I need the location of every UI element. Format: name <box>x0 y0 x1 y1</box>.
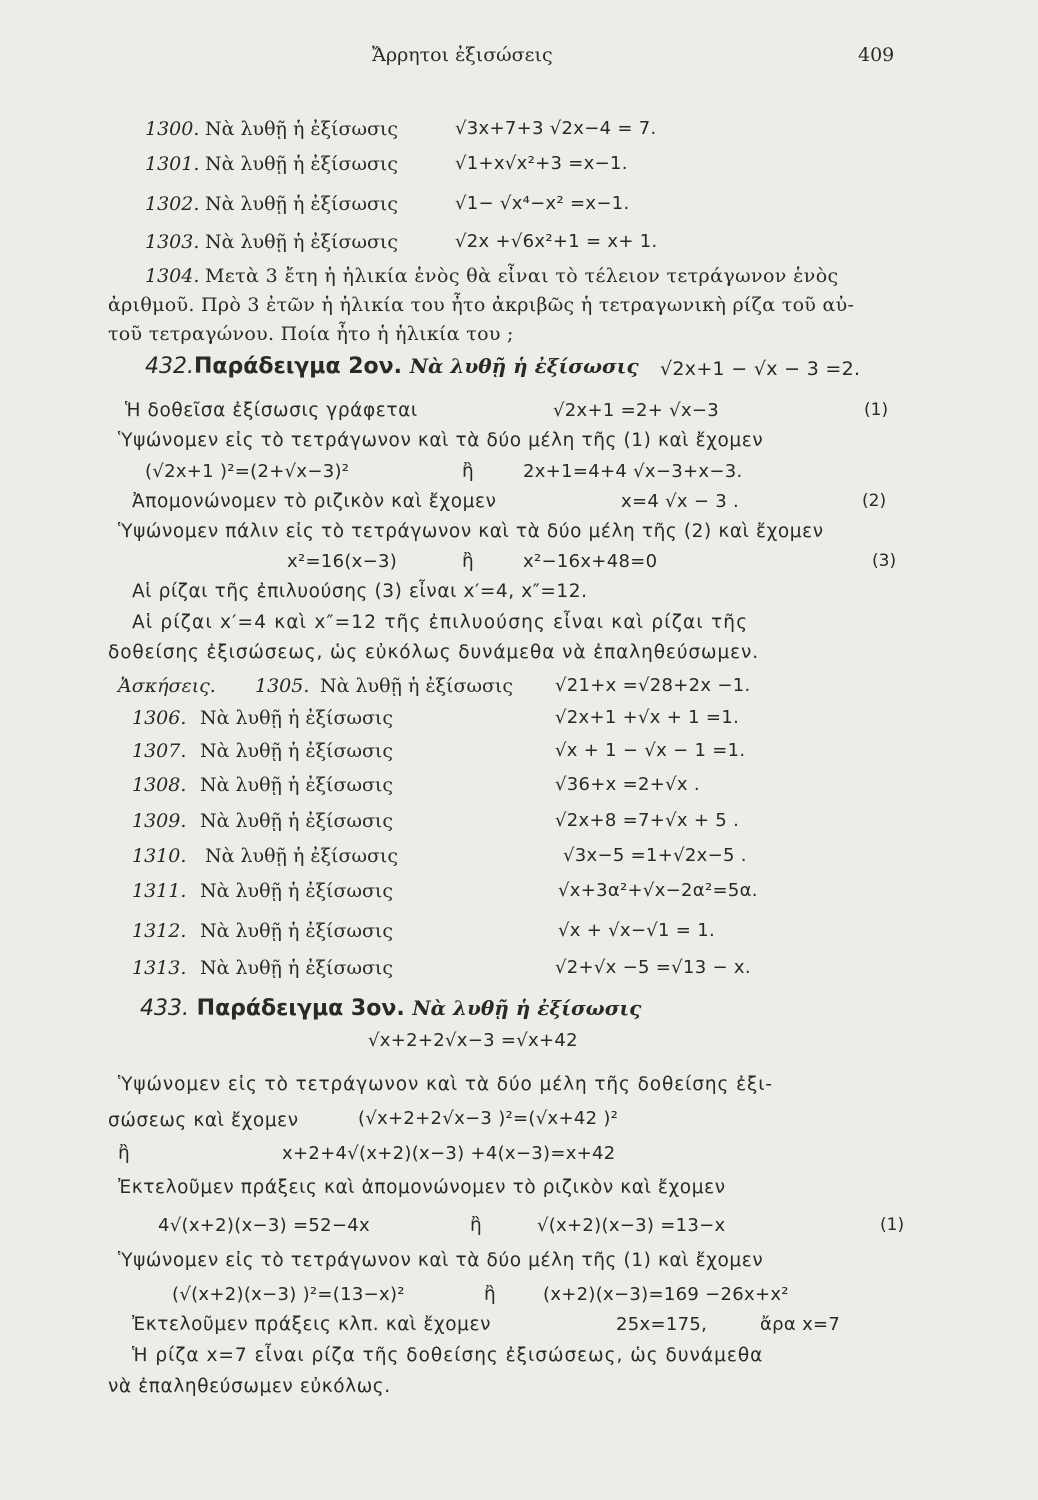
exercise-text: Νὰ λυθῇ ἡ ἐξίσωσις <box>200 774 394 796</box>
math-line: (√(x+2)(x−3) )²=(13−x)² <box>172 1284 405 1305</box>
exercise-number: 1309. <box>132 810 187 832</box>
exercise-equation: √36+x =2+√x . <box>555 774 700 795</box>
running-head: Ἄρρητοι ἐξισώσεις <box>372 44 553 66</box>
equation-tag: (2) <box>862 491 887 511</box>
body-line: Αἱ ρίζαι τῆς ἐπιλυούσης (3) εἶναι x′=4, x″=12. <box>132 581 588 602</box>
math-line: (√x+2+2√x−3 )²=(√x+42 )² <box>358 1108 619 1129</box>
problem-line: ἀριθμοῦ. Πρὸ 3 ἐτῶν ἡ ἡλικία του ἦτο ἀκριβῶς ἡ τετραγωνικὴ ρίζα τοῦ αὐ- <box>108 294 855 316</box>
exercise-number: 1311. <box>132 880 187 902</box>
exercise-number: 1310. <box>132 845 187 867</box>
math-line: (x+2)(x−3)=169 −26x+x² <box>543 1284 789 1305</box>
section-title: Παράδειγμα 2ον. <box>193 354 403 379</box>
exercise-equation: √21+x =√28+2x −1. <box>555 675 751 696</box>
exercise-text: Νὰ λυθῇ ἡ ἐξίσωσις <box>200 920 394 942</box>
section-number: 433. <box>140 996 189 1021</box>
math-line: x²=16(x−3) <box>287 551 398 572</box>
exercise-number: 1304. <box>145 265 200 287</box>
body-line: Ὑψώνομεν εἰς τὸ τετράγωνον καὶ τὰ δύο μέλη τῆς δοθείσης ἐξι- <box>118 1074 773 1095</box>
math-line: 2x+1=4+4 √x−3+x−3. <box>523 461 743 482</box>
section-statement: Νὰ λυθῇ ἡ ἐξίσωσις <box>409 354 639 378</box>
equation-tag: (1) <box>864 400 889 420</box>
exercise-text: Νὰ λυθῇ ἡ ἐξίσωσις <box>205 118 399 140</box>
exercise-number: 1303. <box>145 231 200 253</box>
equation-tag: (1) <box>880 1215 905 1235</box>
body-line: Ἡ ρίζα x=7 εἶναι ρίζα τῆς δοθείσης ἐξισώσεως, ὡς δυνάμεθα <box>132 1345 764 1366</box>
page-number: 409 <box>858 44 895 66</box>
exercise-number: 1312. <box>132 920 187 942</box>
math-line: √2x+1 =2+ √x−3 <box>553 400 720 421</box>
problem-line: Μετὰ 3 ἔτη ἡ ἡλικία ἑνὸς θὰ εἶναι τὸ τέλειον τετράγωνον ἑνὸς <box>205 265 839 287</box>
exercise-equation: √2+√x −5 =√13 − x. <box>555 957 751 978</box>
math-line: ἄρα x=7 <box>760 1314 841 1335</box>
exercise-text: Νὰ λυθῇ ἡ ἐξίσωσις <box>205 231 399 253</box>
section-number: 432. <box>145 354 194 379</box>
body-line: Ὑψώνομεν εἰς τὸ τετράγωνον καὶ τὰ δύο μέλη τῆς (1) καὶ ἔχομεν <box>118 1250 764 1271</box>
exercise-text: Νὰ λυθῇ ἡ ἐξίσωσις <box>205 845 399 867</box>
body-line: νὰ ἐπαληθεύσωμεν εὐκόλως. <box>108 1376 391 1397</box>
exercise-text: Νὰ λυθῇ ἡ ἐξίσωσις <box>320 675 514 697</box>
exercise-equation: √3x−5 =1+√2x−5 . <box>563 845 747 866</box>
exercise-text: Νὰ λυθῇ ἡ ἐξίσωσις <box>205 193 399 215</box>
section-equation: √x+2+2√x−3 =√x+42 <box>368 1030 578 1051</box>
math-line: x²−16x+48=0 <box>523 551 658 572</box>
exercise-number: 1308. <box>132 774 187 796</box>
exercise-text: Νὰ λυθῇ ἡ ἐξίσωσις <box>200 740 394 762</box>
math-connector: ἢ <box>470 1215 483 1236</box>
exercise-number: 1305. <box>255 675 310 697</box>
section-heading <box>140 996 641 1021</box>
exercise-equation: √x + √x−√1 = 1. <box>558 920 715 941</box>
math-line: x=4 √x − 3 . <box>621 491 740 512</box>
exercise-text: Νὰ λυθῇ ἡ ἐξίσωσις <box>200 707 394 729</box>
exercise-equation: √x + 1 − √x − 1 =1. <box>555 740 746 761</box>
body-line: Ὑψώνομεν πάλιν εἰς τὸ τετράγωνον καὶ τὰ δύο μέλη τῆς (2) καὶ ἔχομεν <box>118 521 824 542</box>
exercise-equation: √3x+7+3 √2x−4 = 7. <box>455 118 657 139</box>
exercise-number: 1306. <box>132 707 187 729</box>
section-equation: √2x+1 − √x − 3 =2. <box>660 358 861 380</box>
exercise-equation: √1+x√x²+3 =x−1. <box>455 153 628 174</box>
exercise-equation: √2x+1 +√x + 1 =1. <box>555 707 740 728</box>
section-heading <box>145 354 639 379</box>
exercise-number: 1307. <box>132 740 187 762</box>
exercise-equation: √2x +√6x²+1 = x+ 1. <box>455 231 658 252</box>
math-line: 25x=175, <box>616 1314 708 1335</box>
math-connector: ἢ <box>462 551 475 572</box>
exercise-text: Νὰ λυθῇ ἡ ἐξίσωσις <box>200 957 394 979</box>
math-line: x+2+4√(x+2)(x−3) +4(x−3)=x+42 <box>282 1143 616 1164</box>
exercise-text: Νὰ λυθῇ ἡ ἐξίσωσις <box>205 153 399 175</box>
math-line: 4√(x+2)(x−3) =52−4x <box>158 1215 370 1236</box>
body-line: Ἡ δοθεῖσα ἐξίσωσις γράφεται <box>125 400 418 421</box>
math-connector: ἢ <box>484 1284 497 1305</box>
math-line: √(x+2)(x−3) =13−x <box>537 1215 726 1236</box>
math-line: (√2x+1 )²=(2+√x−3)² <box>145 461 350 482</box>
section-title: Παράδειγμα 3ον. <box>196 996 405 1021</box>
exercises-label: Ἀσκήσεις. <box>118 675 216 697</box>
body-line: Ἐκτελοῦμεν πράξεις κλπ. καὶ ἔχομεν <box>132 1314 492 1335</box>
exercise-equation: √x+3α²+√x−2α²=5α. <box>558 880 758 901</box>
body-line: Ὑψώνομεν εἰς τὸ τετράγωνον καὶ τὰ δύο μέλη τῆς (1) καὶ ἔχομεν <box>118 430 764 451</box>
equation-tag: (3) <box>872 551 897 571</box>
math-connector: ἢ <box>462 461 475 482</box>
body-line: δοθείσης ἐξισώσεως, ὡς εὐκόλως δυνάμεθα νὰ ἐπαληθεύσωμεν. <box>108 642 760 663</box>
exercise-number: 1302. <box>145 193 200 215</box>
exercise-equation: √2x+8 =7+√x + 5 . <box>555 810 740 831</box>
math-connector: ἢ <box>118 1143 131 1164</box>
problem-line: τοῦ τετραγώνου. Ποία ἦτο ἡ ἡλικία του ; <box>108 323 514 345</box>
exercise-text: Νὰ λυθῇ ἡ ἐξίσωσις <box>200 810 394 832</box>
body-line: Ἀπομονώνομεν τὸ ριζικὸν καὶ ἔχομεν <box>132 491 497 512</box>
body-line: Ἐκτελοῦμεν πράξεις καὶ ἀπομονώνομεν τὸ ριζικὸν καὶ ἔχομεν <box>118 1177 726 1198</box>
exercise-equation: √1− √x⁴−x² =x−1. <box>455 193 630 214</box>
body-line: σώσεως καὶ ἔχομεν <box>108 1110 299 1131</box>
body-line: Αἱ ρίζαι x′=4 καὶ x″=12 τῆς ἐπιλυούσης εἶναι καὶ ρίζαι τῆς <box>132 612 749 633</box>
exercise-number: 1300. <box>145 118 200 140</box>
exercise-number: 1313. <box>132 957 187 979</box>
exercise-text: Νὰ λυθῇ ἡ ἐξίσωσις <box>200 880 394 902</box>
exercise-number: 1301. <box>145 153 200 175</box>
section-statement: Νὰ λυθῇ ἡ ἐξίσωσις <box>412 996 642 1020</box>
